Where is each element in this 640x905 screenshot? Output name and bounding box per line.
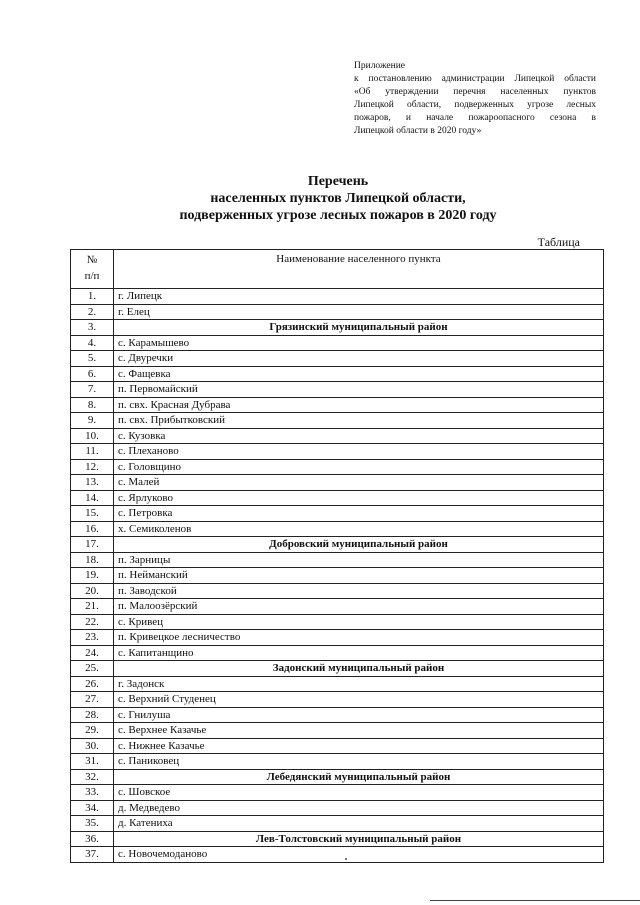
settlement-name: п. Зарницы [114, 552, 604, 568]
document-title [0, 173, 640, 224]
row-number: 30. [71, 738, 114, 754]
table-header-row [71, 250, 604, 289]
row-number: 33. [71, 785, 114, 801]
settlement-name: с. Головщино [114, 459, 604, 475]
district-row [71, 537, 604, 553]
row-number: 7. [71, 382, 114, 398]
row-number: 14. [71, 490, 114, 506]
table-row [71, 738, 604, 754]
table-row [71, 382, 604, 398]
table-row [71, 366, 604, 382]
column-header-number [71, 250, 114, 289]
district-name: Добровский муниципальный район [114, 537, 604, 553]
appendix-note [354, 60, 596, 138]
settlement-name: п. Заводской [114, 583, 604, 599]
appendix-line: Липецкой области в 2020 году» [354, 126, 482, 136]
settlement-name: х. Семиколенов [114, 521, 604, 537]
row-number: 22. [71, 614, 114, 630]
settlement-name: г. Задонск [114, 676, 604, 692]
row-number: 11. [71, 444, 114, 460]
settlement-name: с. Паниковец [114, 754, 604, 770]
table-row [71, 614, 604, 630]
header-number-symbol: № [86, 254, 98, 266]
row-number: 27. [71, 692, 114, 708]
settlement-name: д. Катениха [114, 816, 604, 832]
table-row [71, 521, 604, 537]
table-row [71, 304, 604, 320]
settlement-name: с. Ярлуково [114, 490, 604, 506]
settlement-name: с. Фащевка [114, 366, 604, 382]
district-row [71, 769, 604, 785]
table-row [71, 676, 604, 692]
settlement-name: с. Петровка [114, 506, 604, 522]
appendix-line: пожаров, и начале пожароопасного сезона в [354, 113, 596, 123]
table-row [71, 568, 604, 584]
title-line: населенных пунктов Липецкой области, [210, 191, 466, 206]
settlement-name: с. Шовское [114, 785, 604, 801]
table-row [71, 289, 604, 305]
row-number: 29. [71, 723, 114, 739]
appendix-line: «Об утверждении перечня населенных пунктов [354, 87, 596, 97]
row-number: 3. [71, 320, 114, 336]
settlement-name: с. Плеханово [114, 444, 604, 460]
district-name: Лев-Толстовский муниципальный район [114, 831, 604, 847]
table-row [71, 723, 604, 739]
row-number: 28. [71, 707, 114, 723]
table-row [71, 335, 604, 351]
district-name: Задонский муниципальный район [114, 661, 604, 677]
settlement-name: п. Нейманский [114, 568, 604, 584]
row-number: 1. [71, 289, 114, 305]
row-number: 13. [71, 475, 114, 491]
row-number: 12. [71, 459, 114, 475]
row-number: 25. [71, 661, 114, 677]
settlement-name: с. Двуречки [114, 351, 604, 367]
row-number: 5. [71, 351, 114, 367]
column-header-name: Наименование населенного пункта [114, 250, 604, 289]
table-body [71, 289, 604, 863]
row-number: 19. [71, 568, 114, 584]
row-number: 17. [71, 537, 114, 553]
row-number: 26. [71, 676, 114, 692]
settlement-name: г. Липецк [114, 289, 604, 305]
row-number: 9. [71, 413, 114, 429]
settlement-name: г. Елец [114, 304, 604, 320]
table-row [71, 506, 604, 522]
table-row [71, 351, 604, 367]
scan-mark [345, 858, 347, 860]
row-number: 35. [71, 816, 114, 832]
settlement-name: с. Кривец [114, 614, 604, 630]
table-row [71, 630, 604, 646]
table-row [71, 800, 604, 816]
settlements-table [70, 249, 604, 863]
settlement-name: с. Капитанщино [114, 645, 604, 661]
district-row [71, 661, 604, 677]
table-row [71, 692, 604, 708]
table-row [71, 754, 604, 770]
table-row [71, 847, 604, 863]
row-number: 23. [71, 630, 114, 646]
row-number: 16. [71, 521, 114, 537]
header-number-abbr: п/п [84, 270, 100, 282]
table-row [71, 552, 604, 568]
district-row [71, 831, 604, 847]
settlement-name: п. Кривецкое лесничество [114, 630, 604, 646]
settlement-name: п. Малоозёрский [114, 599, 604, 615]
row-number: 8. [71, 397, 114, 413]
row-number: 31. [71, 754, 114, 770]
settlement-name: д. Медведево [114, 800, 604, 816]
table-row [71, 816, 604, 832]
table-row [71, 583, 604, 599]
settlement-name: с. Верхнее Казачье [114, 723, 604, 739]
table-row [71, 444, 604, 460]
settlement-name: п. свх. Красная Дубрава [114, 397, 604, 413]
row-number: 15. [71, 506, 114, 522]
table-row [71, 475, 604, 491]
settlement-name: с. Кузовка [114, 428, 604, 444]
row-number: 32. [71, 769, 114, 785]
table-row [71, 490, 604, 506]
row-number: 37. [71, 847, 114, 863]
settlement-name: с. Карамышево [114, 335, 604, 351]
page-edge-line [430, 900, 640, 901]
settlement-name: с. Новочемоданово [114, 847, 604, 863]
district-name: Грязинский муниципальный район [114, 320, 604, 336]
table-row [71, 428, 604, 444]
title-line: подверженных угрозе лесных пожаров в 2020 году [179, 208, 497, 223]
table-row [71, 413, 604, 429]
table-row [71, 785, 604, 801]
row-number: 21. [71, 599, 114, 615]
table-row [71, 397, 604, 413]
district-row [71, 320, 604, 336]
row-number: 36. [71, 831, 114, 847]
table-row [71, 599, 604, 615]
table-row [71, 459, 604, 475]
district-name: Лебедянский муниципальный район [114, 769, 604, 785]
row-number: 6. [71, 366, 114, 382]
settlement-name: п. свх. Прибытковский [114, 413, 604, 429]
table-row [71, 645, 604, 661]
appendix-title: Приложение [354, 61, 405, 71]
row-number: 10. [71, 428, 114, 444]
row-number: 20. [71, 583, 114, 599]
row-number: 2. [71, 304, 114, 320]
row-number: 18. [71, 552, 114, 568]
settlement-name: с. Нижнее Казачье [114, 738, 604, 754]
appendix-line: Липецкой области, подверженных угрозе лесных [354, 100, 596, 110]
row-number: 4. [71, 335, 114, 351]
settlement-name: с. Малей [114, 475, 604, 491]
row-number: 24. [71, 645, 114, 661]
row-number: 34. [71, 800, 114, 816]
table-label: Таблица [537, 235, 580, 249]
table-row [71, 707, 604, 723]
settlement-name: п. Первомайский [114, 382, 604, 398]
settlement-name: с. Гнилуша [114, 707, 604, 723]
appendix-line: к постановлению администрации Липецкой области [354, 74, 596, 84]
title-line: Перечень [307, 174, 369, 189]
settlement-name: с. Верхний Студенец [114, 692, 604, 708]
